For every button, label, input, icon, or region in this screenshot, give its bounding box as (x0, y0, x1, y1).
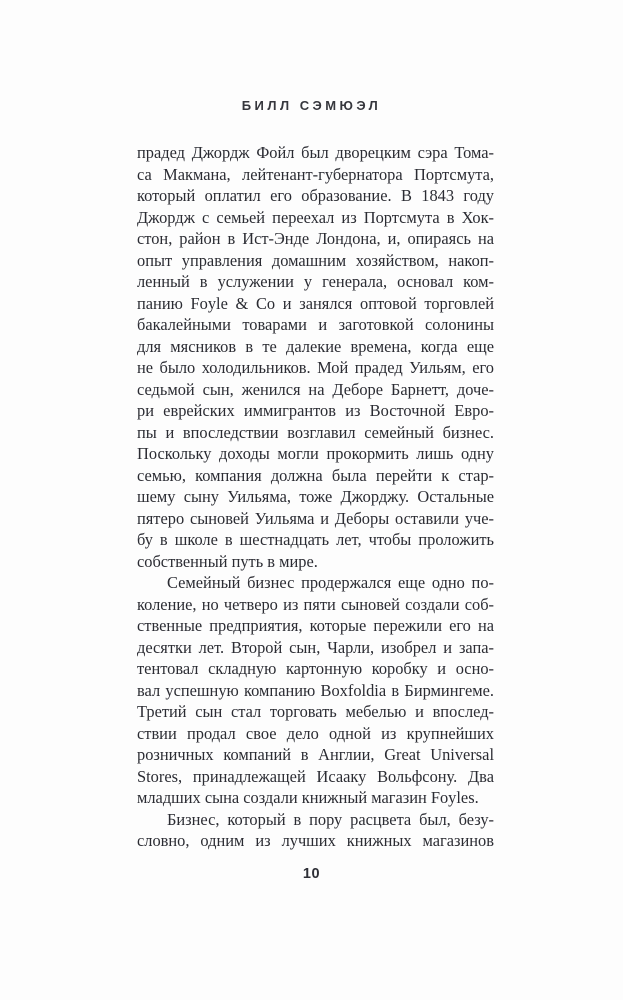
text-line: бу в школе в шестнадцать лет, чтобы проложить (137, 530, 494, 549)
text-line: ри еврейских иммигрантов из Восточной Евро- (137, 401, 494, 420)
text-line: семью, компания должна была перейти к стар- (137, 465, 494, 485)
text-line: са Макмана, лейтенант-губернатора Портсмута, (137, 164, 494, 184)
text-line: шему сыну Уильяма, тоже Джорджу. Остальные (137, 487, 494, 506)
text-line: пы и впоследствии возглавил семейный бизнес. (137, 422, 494, 442)
text-line: для мясников в те далекие времена, когда еще (137, 336, 494, 356)
text-line: Семейный бизнес продержался еще одно по- (167, 573, 494, 592)
text-line: прадед Джордж Фойл был дворецким сэра Тома- (137, 143, 494, 162)
text-line: Stores, принадлежащей Исааку Вольфсону. Два (137, 766, 494, 786)
text-line: коление, но четверо из пяти сыновей создали соб- (137, 594, 494, 614)
text-line: стон, район в Ист-Энде Лондона, и, опираясь на (137, 229, 494, 248)
text-line: ствии продал свое дело одной из крупнейших (137, 723, 494, 743)
page-number: 10 (302, 866, 321, 882)
body-text (137, 142, 494, 852)
text-line: пятеро сыновей Уильяма и Деборы оставили уче- (137, 508, 494, 528)
text-line: розничных компаний в Англии, Great Universal (137, 745, 494, 764)
text-line: десятки лет. Второй сын, Чарли, изобрел и запа- (137, 637, 494, 657)
text-line: седьмой сын, женился на Деборе Барнетт, доче- (137, 379, 494, 399)
text-line: Бизнес, который в пору расцвета был, безу- (167, 809, 494, 829)
text-line: опыт управления домашним хозяйством, накоп- (137, 250, 494, 270)
text-line: тентовал складную картонную коробку и осно- (137, 659, 494, 678)
text-line: ственные предприятия, которые пережили его на (137, 616, 494, 635)
text-line: словно, одним из лучших книжных магазинов (137, 831, 494, 850)
text-line: собственный путь в мире. (137, 551, 318, 571)
text-line: ленный в услужении у генерала, основал ком- (137, 272, 494, 291)
text-line: который оплатил его образование. В 1843 году (137, 186, 494, 205)
text-line: Поскольку доходы могли прокормить лишь одну (137, 444, 494, 463)
running-header: БИЛЛ СЭМЮЭЛ (241, 98, 382, 113)
text-line: Третий сын стал торговать мебелью и впослед- (137, 702, 494, 721)
text-line: младших сына создали книжный магазин Foyles. (137, 788, 479, 807)
text-line: не было холодильников. Мой прадед Уильям, его (137, 358, 494, 377)
text-line: бакалейными товарами и заготовкой солонины (137, 315, 494, 334)
text-line: Джордж с семьей переехал из Портсмута в Хок- (137, 207, 494, 227)
text-line: панию Foyle & Co и занялся оптовой торговлей (137, 293, 494, 313)
text-line: вал успешную компанию Boxfoldia в Бирмингеме. (137, 680, 494, 700)
